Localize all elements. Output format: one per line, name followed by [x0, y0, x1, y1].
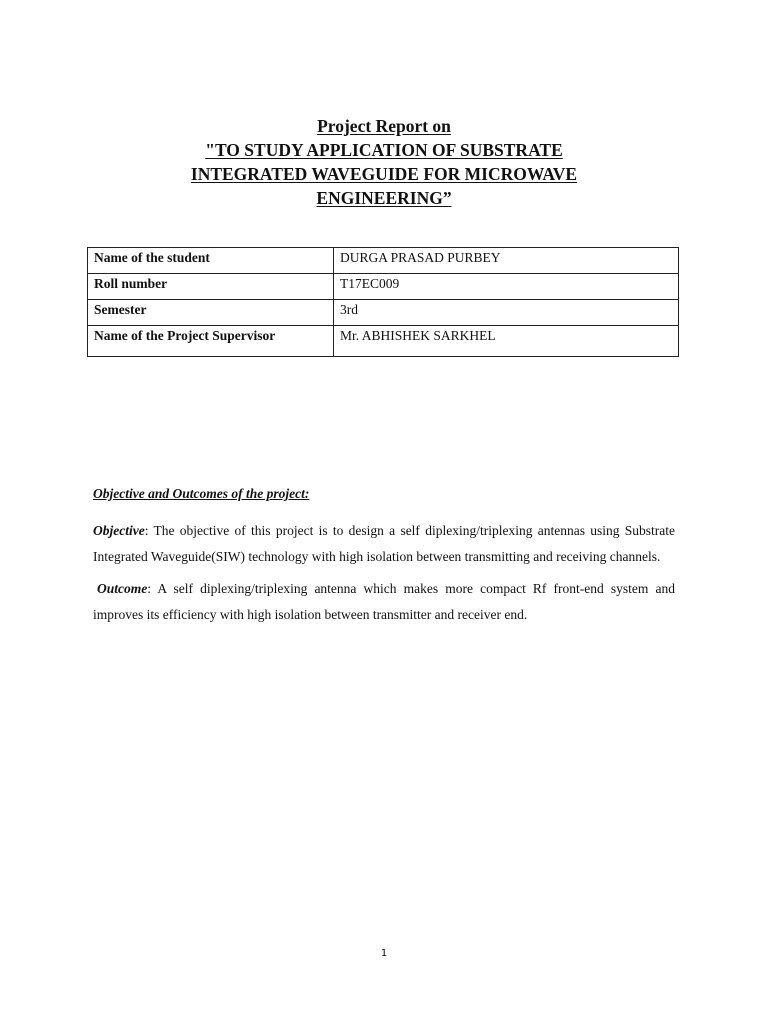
table-row: [88, 300, 679, 326]
outcome-label: Outcome: [97, 581, 148, 596]
student-info-table: [87, 247, 679, 357]
objective-paragraph: [93, 518, 675, 570]
title-line-2: "TO STUDY APPLICATION OF SUBSTRATE: [205, 140, 563, 160]
title-line-3: INTEGRATED WAVEGUIDE FOR MICROWAVE: [190, 164, 578, 184]
outcome-text: : A self diplexing/triplexing antenna which makes more compact Rf front-end system and improves its efficiency with high isolation between transmitter and receiver end.: [93, 581, 675, 622]
title-line-1: Project Report on: [317, 116, 451, 136]
report-title: [0, 114, 768, 210]
outcome-paragraph: [93, 576, 675, 628]
objectives-section: [93, 486, 675, 634]
objective-text: : The objective of this project is to design a self diplexing/triplexing antennas using Substrate Integrated Waveguide(SIW) technology with high isolation between transmitting and receiving channels.: [93, 523, 675, 564]
objective-label: Objective: [93, 523, 145, 538]
page-number: 1: [380, 948, 388, 959]
row-label: Semester: [88, 300, 334, 326]
table-row: [88, 248, 679, 274]
row-value: DURGA PRASAD PURBEY: [334, 248, 679, 274]
row-value: 3rd: [334, 300, 679, 326]
table-row: [88, 274, 679, 300]
row-value: T17EC009: [334, 274, 679, 300]
row-label: Name of the student: [88, 248, 334, 274]
row-value: Mr. ABHISHEK SARKHEL: [334, 326, 679, 357]
row-label: Roll number: [88, 274, 334, 300]
section-heading: Objective and Outcomes of the project:: [93, 486, 310, 501]
row-label: Name of the Project Supervisor: [88, 326, 334, 357]
table-row: [88, 326, 679, 357]
title-line-4: ENGINEERING”: [316, 188, 452, 208]
